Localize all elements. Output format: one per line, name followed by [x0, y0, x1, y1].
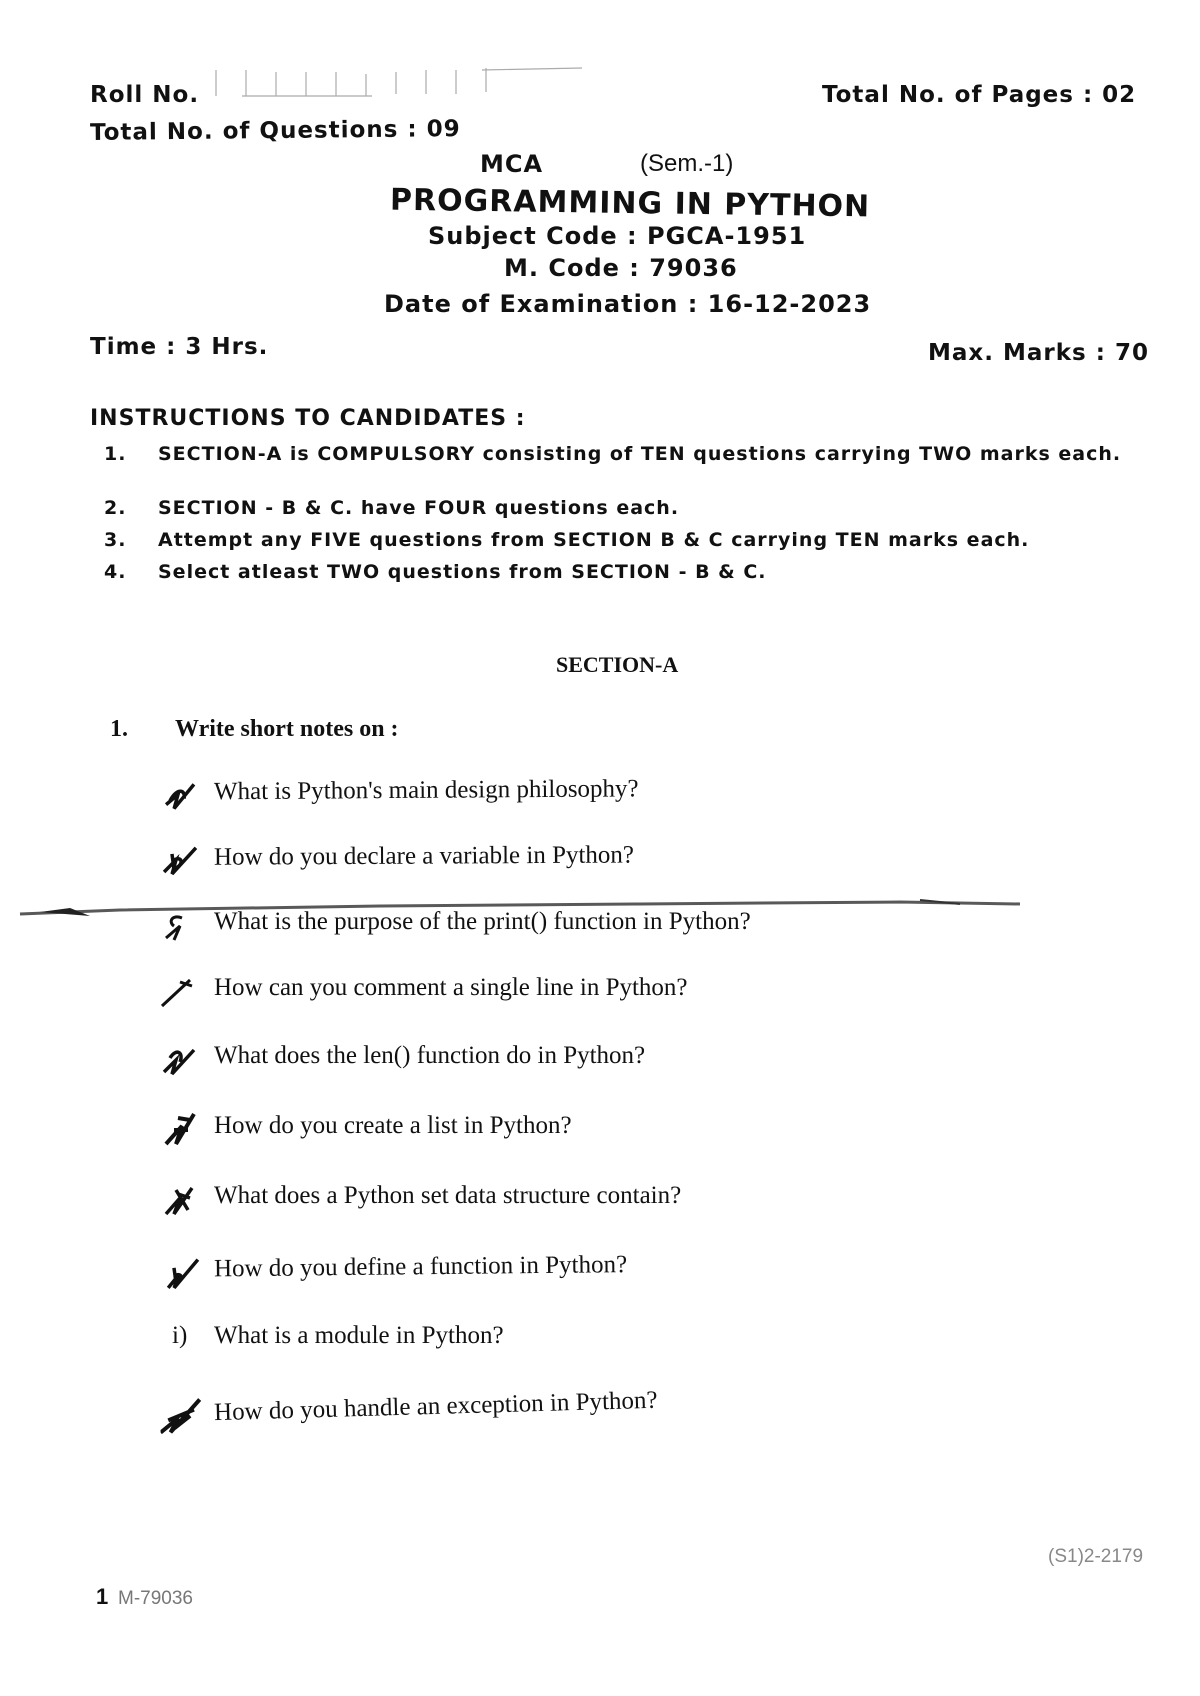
roll-no-label: Roll No. [90, 82, 200, 108]
handwritten-tick-mark [160, 972, 204, 1008]
handwritten-tick-mark [160, 776, 204, 812]
instruction-number: 3. [104, 529, 127, 551]
sub-question [160, 1178, 920, 1218]
semester: (Sem.-1) [640, 150, 734, 177]
exam-date: Date of Examination : 16-12-2023 [384, 290, 872, 318]
question-prompt: Write short notes on : [175, 716, 399, 742]
sub-question [160, 1038, 920, 1078]
m-code: M. Code : 79036 [504, 254, 738, 282]
sub-question [160, 970, 920, 1010]
handwritten-tick-mark [160, 906, 204, 942]
sub-question-text: How can you comment a single line in Python? [214, 974, 688, 1001]
sub-question-text: What is the purpose of the print() function in Python? [214, 908, 751, 935]
handwritten-tick-mark [160, 1180, 204, 1216]
instruction-number: 2. [104, 497, 127, 519]
handwritten-tick-mark [160, 1040, 204, 1076]
sub-question [160, 1108, 920, 1148]
question-number: 1. [110, 716, 128, 742]
sub-question-text: How do you declare a variable in Python? [213, 841, 635, 871]
sub-question-text: How do you create a list in Python? [214, 1112, 572, 1139]
sub-question-text: What does a Python set data structure contain? [214, 1182, 682, 1209]
sub-question-text: How do you handle an exception in Python? [213, 1386, 658, 1427]
instruction-text: SECTION - B & C. have FOUR questions each. [158, 497, 680, 519]
sub-question-text: What does the len() function do in Python? [214, 1042, 646, 1069]
sub-question-label: i) [172, 1322, 188, 1349]
exam-time: Time : 3 Hrs. [90, 334, 269, 360]
instruction-text: Select atleast TWO questions from SECTION - B & C. [158, 561, 767, 583]
instruction-text: SECTION-A is COMPULSORY consisting of TEN questions carrying TWO marks each. [158, 443, 1122, 465]
sub-question [160, 904, 920, 944]
roll-number-boxes [212, 66, 592, 100]
sub-question [160, 769, 920, 814]
instruction-number: 1. [104, 443, 127, 465]
sub-question-text: What is Python's main design philosophy? [213, 775, 639, 806]
paper-title: PROGRAMMING IN PYTHON [389, 182, 871, 225]
sub-question [160, 836, 920, 880]
handwritten-tick-mark [160, 1254, 204, 1290]
sub-question-text: How do you define a function in Python? [213, 1251, 628, 1283]
instruction-text: Attempt any FIVE questions from SECTION B & C carrying TEN marks each. [158, 529, 1030, 551]
footer-right-code: (S1)2-2179 [1048, 1546, 1144, 1567]
total-questions: Total No. of Questions : 09 [89, 116, 461, 146]
instructions-heading: INSTRUCTIONS TO CANDIDATES : [90, 406, 526, 431]
course-name: MCA [480, 150, 544, 178]
handwritten-tick-mark [160, 842, 204, 878]
sub-question-text: What is a module in Python? [214, 1322, 504, 1349]
page-number: 1 [96, 1584, 109, 1609]
sub-question [160, 1375, 921, 1436]
handwritten-tick-mark [160, 1397, 205, 1434]
subject-code: Subject Code : PGCA-1951 [428, 222, 807, 250]
total-pages: Total No. of Pages : 02 [822, 82, 1137, 108]
instruction-number: 4. [104, 561, 127, 583]
sub-question [160, 1244, 920, 1292]
section-a-heading: SECTION-A [556, 652, 679, 677]
footer-code: M-79036 [118, 1588, 193, 1609]
handwritten-tick-mark [160, 1110, 204, 1146]
sub-question [160, 1318, 920, 1358]
max-marks: Max. Marks : 70 [928, 340, 1149, 366]
